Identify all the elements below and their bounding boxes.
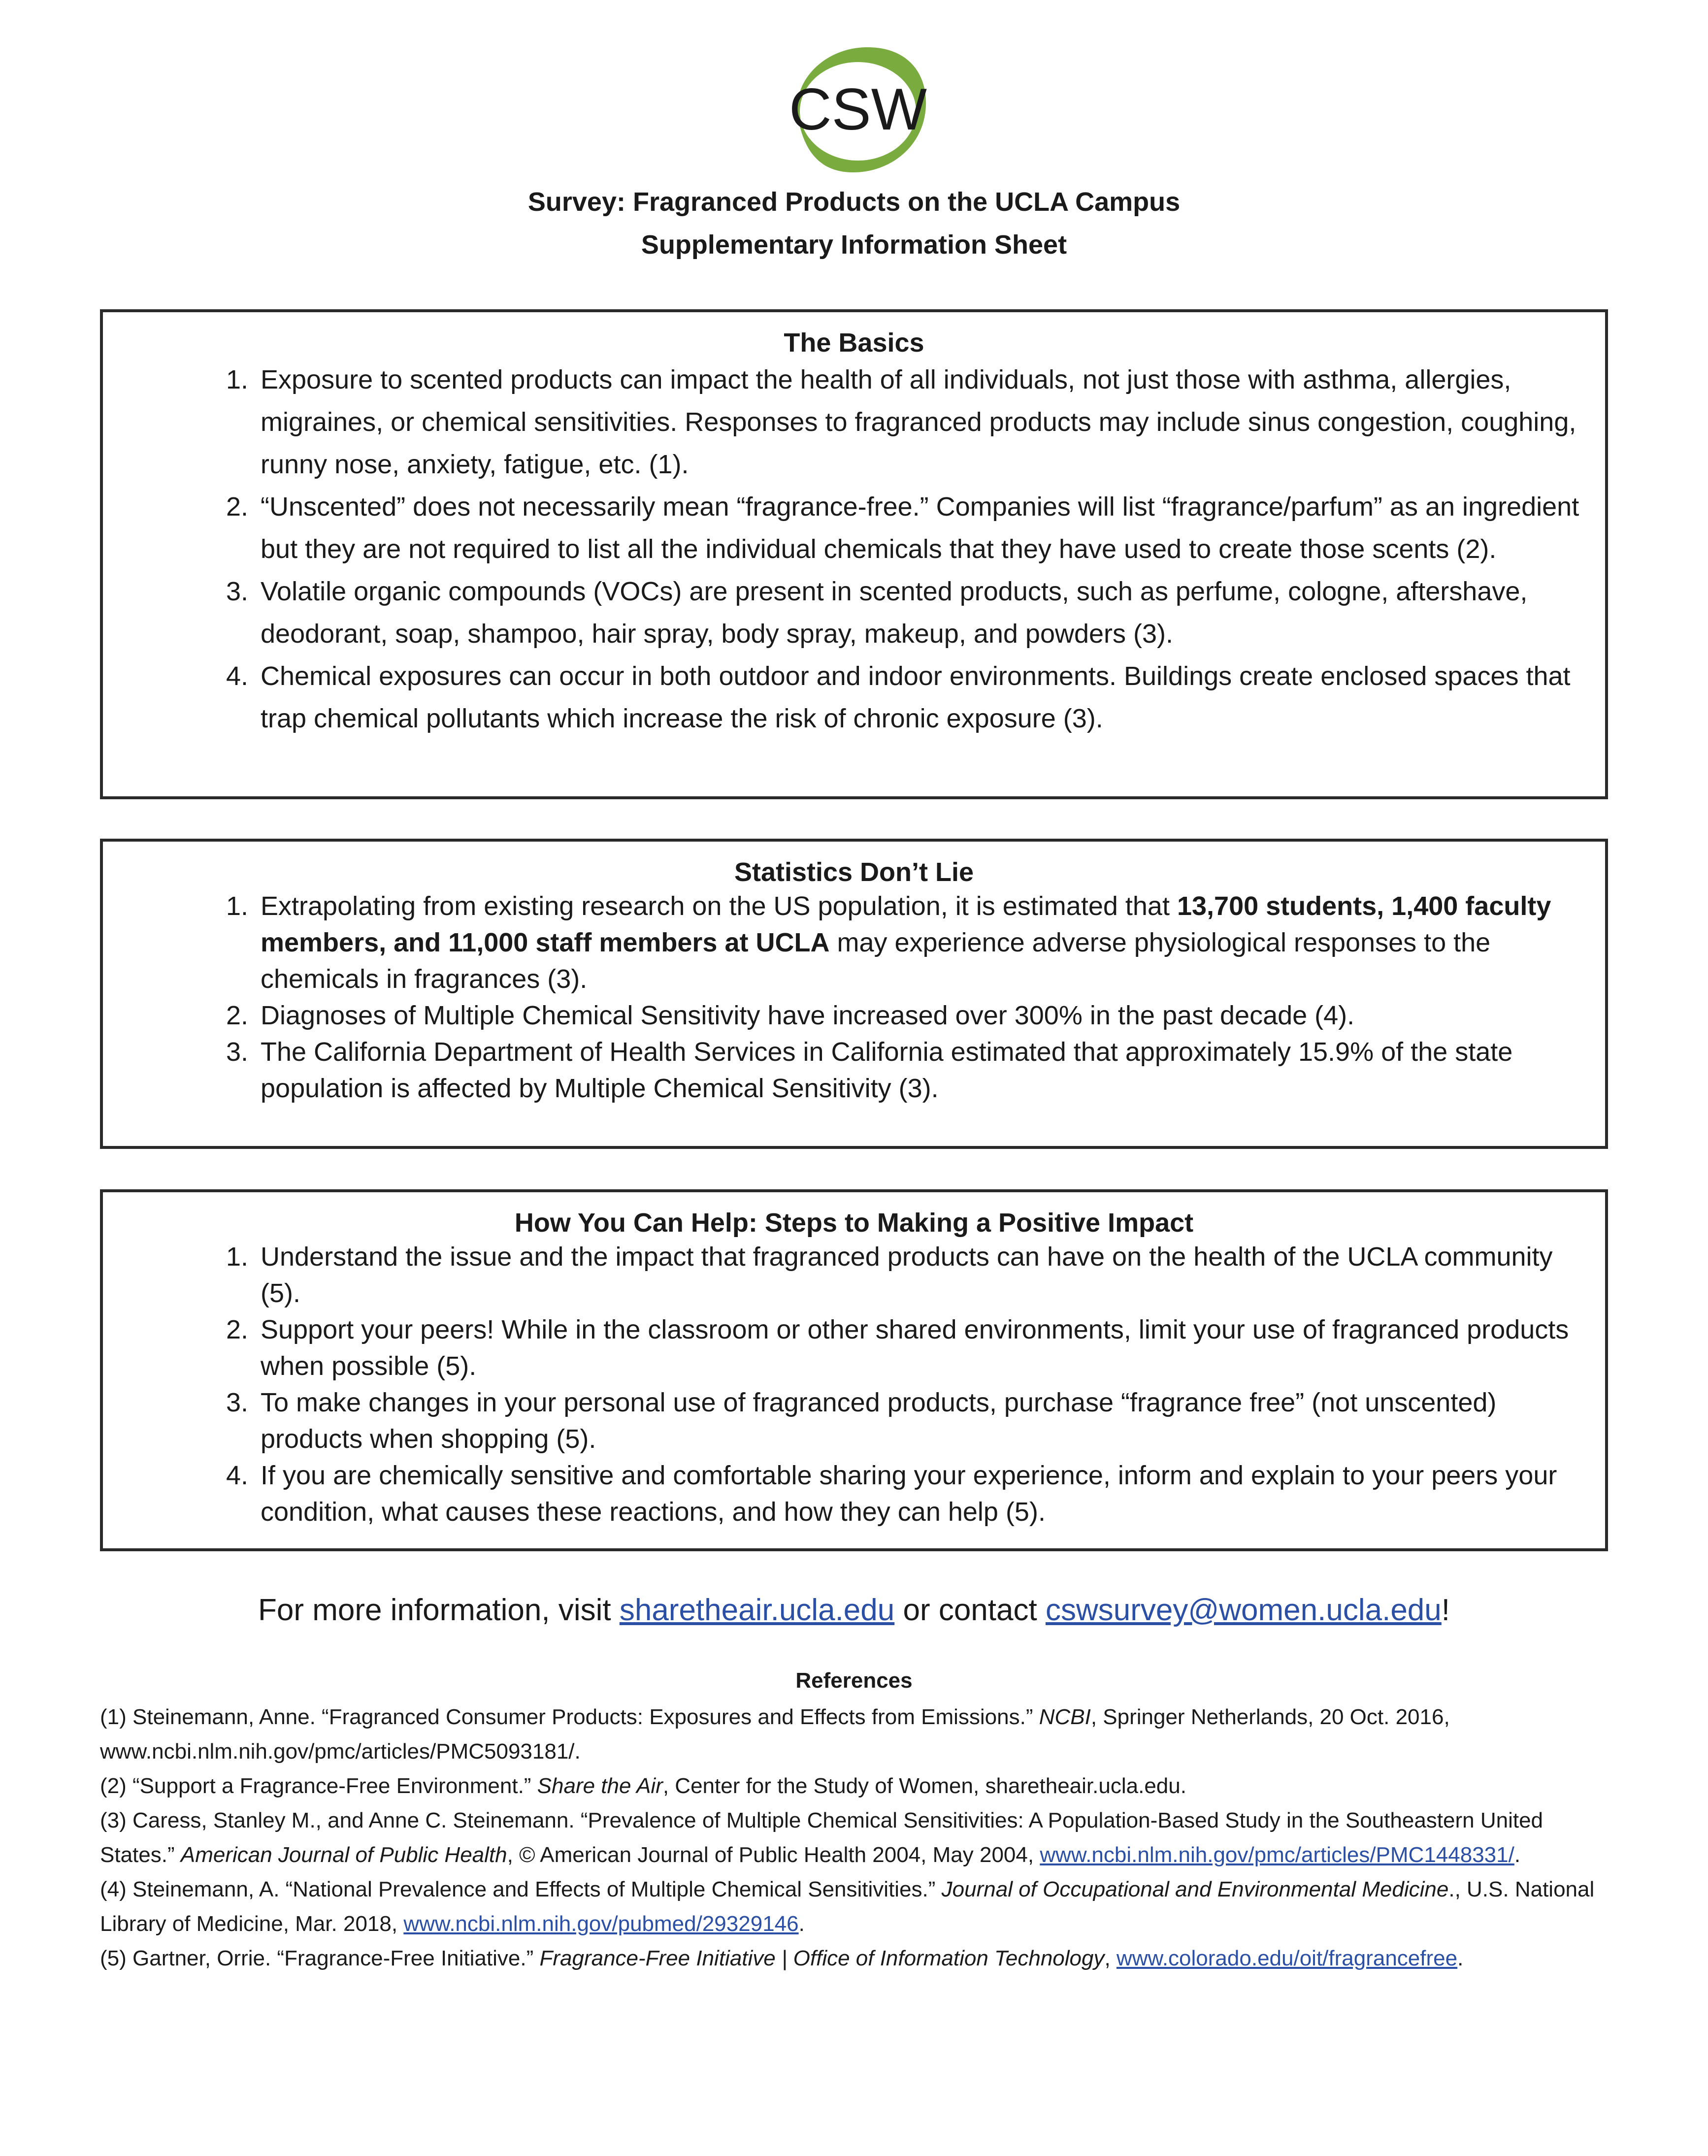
list-item: 4. Chemical exposures can occur in both outdoor and indoor environments. Buildings create enclosed spaces that trap chemical pollutants which increase the risk of chronic exposure (3). (256, 655, 1585, 740)
list-item: 3. The California Department of Health Services in California estimated that approximately 15.9% of the state population is affected by Multiple Chemical Sensitivity (3). (256, 1034, 1585, 1107)
references-heading: References (795, 1668, 913, 1693)
reference-link[interactable]: www.colorado.edu/oit/fragrancefree (1116, 1946, 1458, 1970)
sharetheair-link[interactable]: sharetheair.ucla.edu (619, 1593, 895, 1627)
reference-item: (4) Steinemann, A. “National Prevalence and Effects of Multiple Chemical Sensitivities.” Journal of Occupational and Environmental Medicine., U.S. National Library of Medicine, Mar. 2018, www.ncbi.nlm.nih.gov/pubmed/29329146. (100, 1877, 1595, 1936)
reference-item: (2) “Support a Fragrance-Free Environment.” Share the Air, Center for the Study of Women, sharetheair.ucla.edu. (100, 1774, 1186, 1798)
logo-text: CSW (789, 76, 927, 142)
references-list (100, 1700, 1617, 1976)
help-heading: How You Can Help: Steps to Making a Positive Impact (514, 1208, 1194, 1238)
list-item: 1. Exposure to scented products can impact the health of all individuals, not just those with asthma, allergies, migraines, or chemical sensitivities. Responses to fragranced products may include sinus congestion, coughing, runny nose, anxiety, fatigue, etc. (1). (256, 359, 1585, 486)
basics-heading: The Basics (784, 328, 924, 358)
email-link[interactable]: cswsurvey@women.ucla.edu (1045, 1593, 1442, 1627)
statistics-box (100, 839, 1608, 1149)
list-item: 2. Diagnoses of Multiple Chemical Sensitivity have increased over 300% in the past decade (4). (256, 997, 1585, 1034)
reference-link[interactable]: www.ncbi.nlm.nih.gov/pubmed/29329146 (403, 1912, 799, 1936)
list-item: 3. Volatile organic compounds (VOCs) are present in scented products, such as perfume, cologne, aftershave, deodorant, soap, shampoo, hair spray, body spray, makeup, and powders (3). (256, 570, 1585, 655)
list-item: 2. Support your peers! While in the classroom or other shared environments, limit your use of fragranced products when possible (5). (256, 1311, 1585, 1384)
help-box (100, 1189, 1608, 1551)
statistics-list (167, 888, 1585, 1107)
basics-list (167, 359, 1585, 740)
help-list (167, 1239, 1585, 1530)
page-subtitle: Supplementary Information Sheet (641, 230, 1067, 260)
list-item: 1. Extrapolating from existing research on the US population, it is estimated that 13,700 students, 1,400 faculty members, and 11,000 staff members at UCLA may experience adverse physiological responses to the chemicals in fragrances (3). (256, 888, 1585, 997)
more-info-line: For more information, visit sharetheair.ucla.edu or contact cswsurvey@women.ucla.edu! (258, 1593, 1450, 1627)
reference-item: (3) Caress, Stanley M., and Anne C. Steinemann. “Prevalence of Multiple Chemical Sensitivities: A Population-Based Study in the Southeastern United States.” American Journal of Public Health, © American Journal of Public Health 2004, May 2004, www.ncbi.nlm.nih.gov/pmc/articles/PMC1448331/. (100, 1808, 1544, 1867)
basics-box (100, 309, 1608, 799)
statistics-highlight: 13,700 students, 1,400 faculty members, and 11,000 staff members at UCLA (261, 891, 1551, 957)
list-item: 1. Understand the issue and the impact that fragranced products can have on the health of the UCLA community (5). (256, 1239, 1585, 1311)
reference-item: (5) Gartner, Orrie. “Fragrance-Free Initiative.” Fragrance-Free Initiative | Office of Information Technology, www.colorado.edu/oit/fragrancefree. (100, 1946, 1464, 1970)
statistics-heading: Statistics Don’t Lie (734, 857, 974, 887)
page-title: Survey: Fragranced Products on the UCLA Campus (527, 187, 1181, 217)
list-item: 3. To make changes in your personal use of fragranced products, purchase “fragrance free” (not unscented) products when shopping (5). (256, 1384, 1585, 1457)
reference-link[interactable]: www.ncbi.nlm.nih.gov/pmc/articles/PMC1448331/ (1040, 1843, 1514, 1867)
csw-logo (779, 38, 932, 181)
list-item: 4. If you are chemically sensitive and comfortable sharing your experience, inform and explain to your peers your condition, what causes these reactions, and how they can help (5). (256, 1457, 1585, 1530)
reference-item: (1) Steinemann, Anne. “Fragranced Consumer Products: Exposures and Effects from Emissions.” NCBI, Springer Netherlands, 20 Oct. 2016, www.ncbi.nlm.nih.gov/pmc/articles/PMC5093181/. (100, 1705, 1450, 1764)
list-item: 2. “Unscented” does not necessarily mean “fragrance-free.” Companies will list “fragrance/parfum” as an ingredient but they are not required to list all the individual chemicals that they have used to create those scents (2). (256, 486, 1585, 570)
